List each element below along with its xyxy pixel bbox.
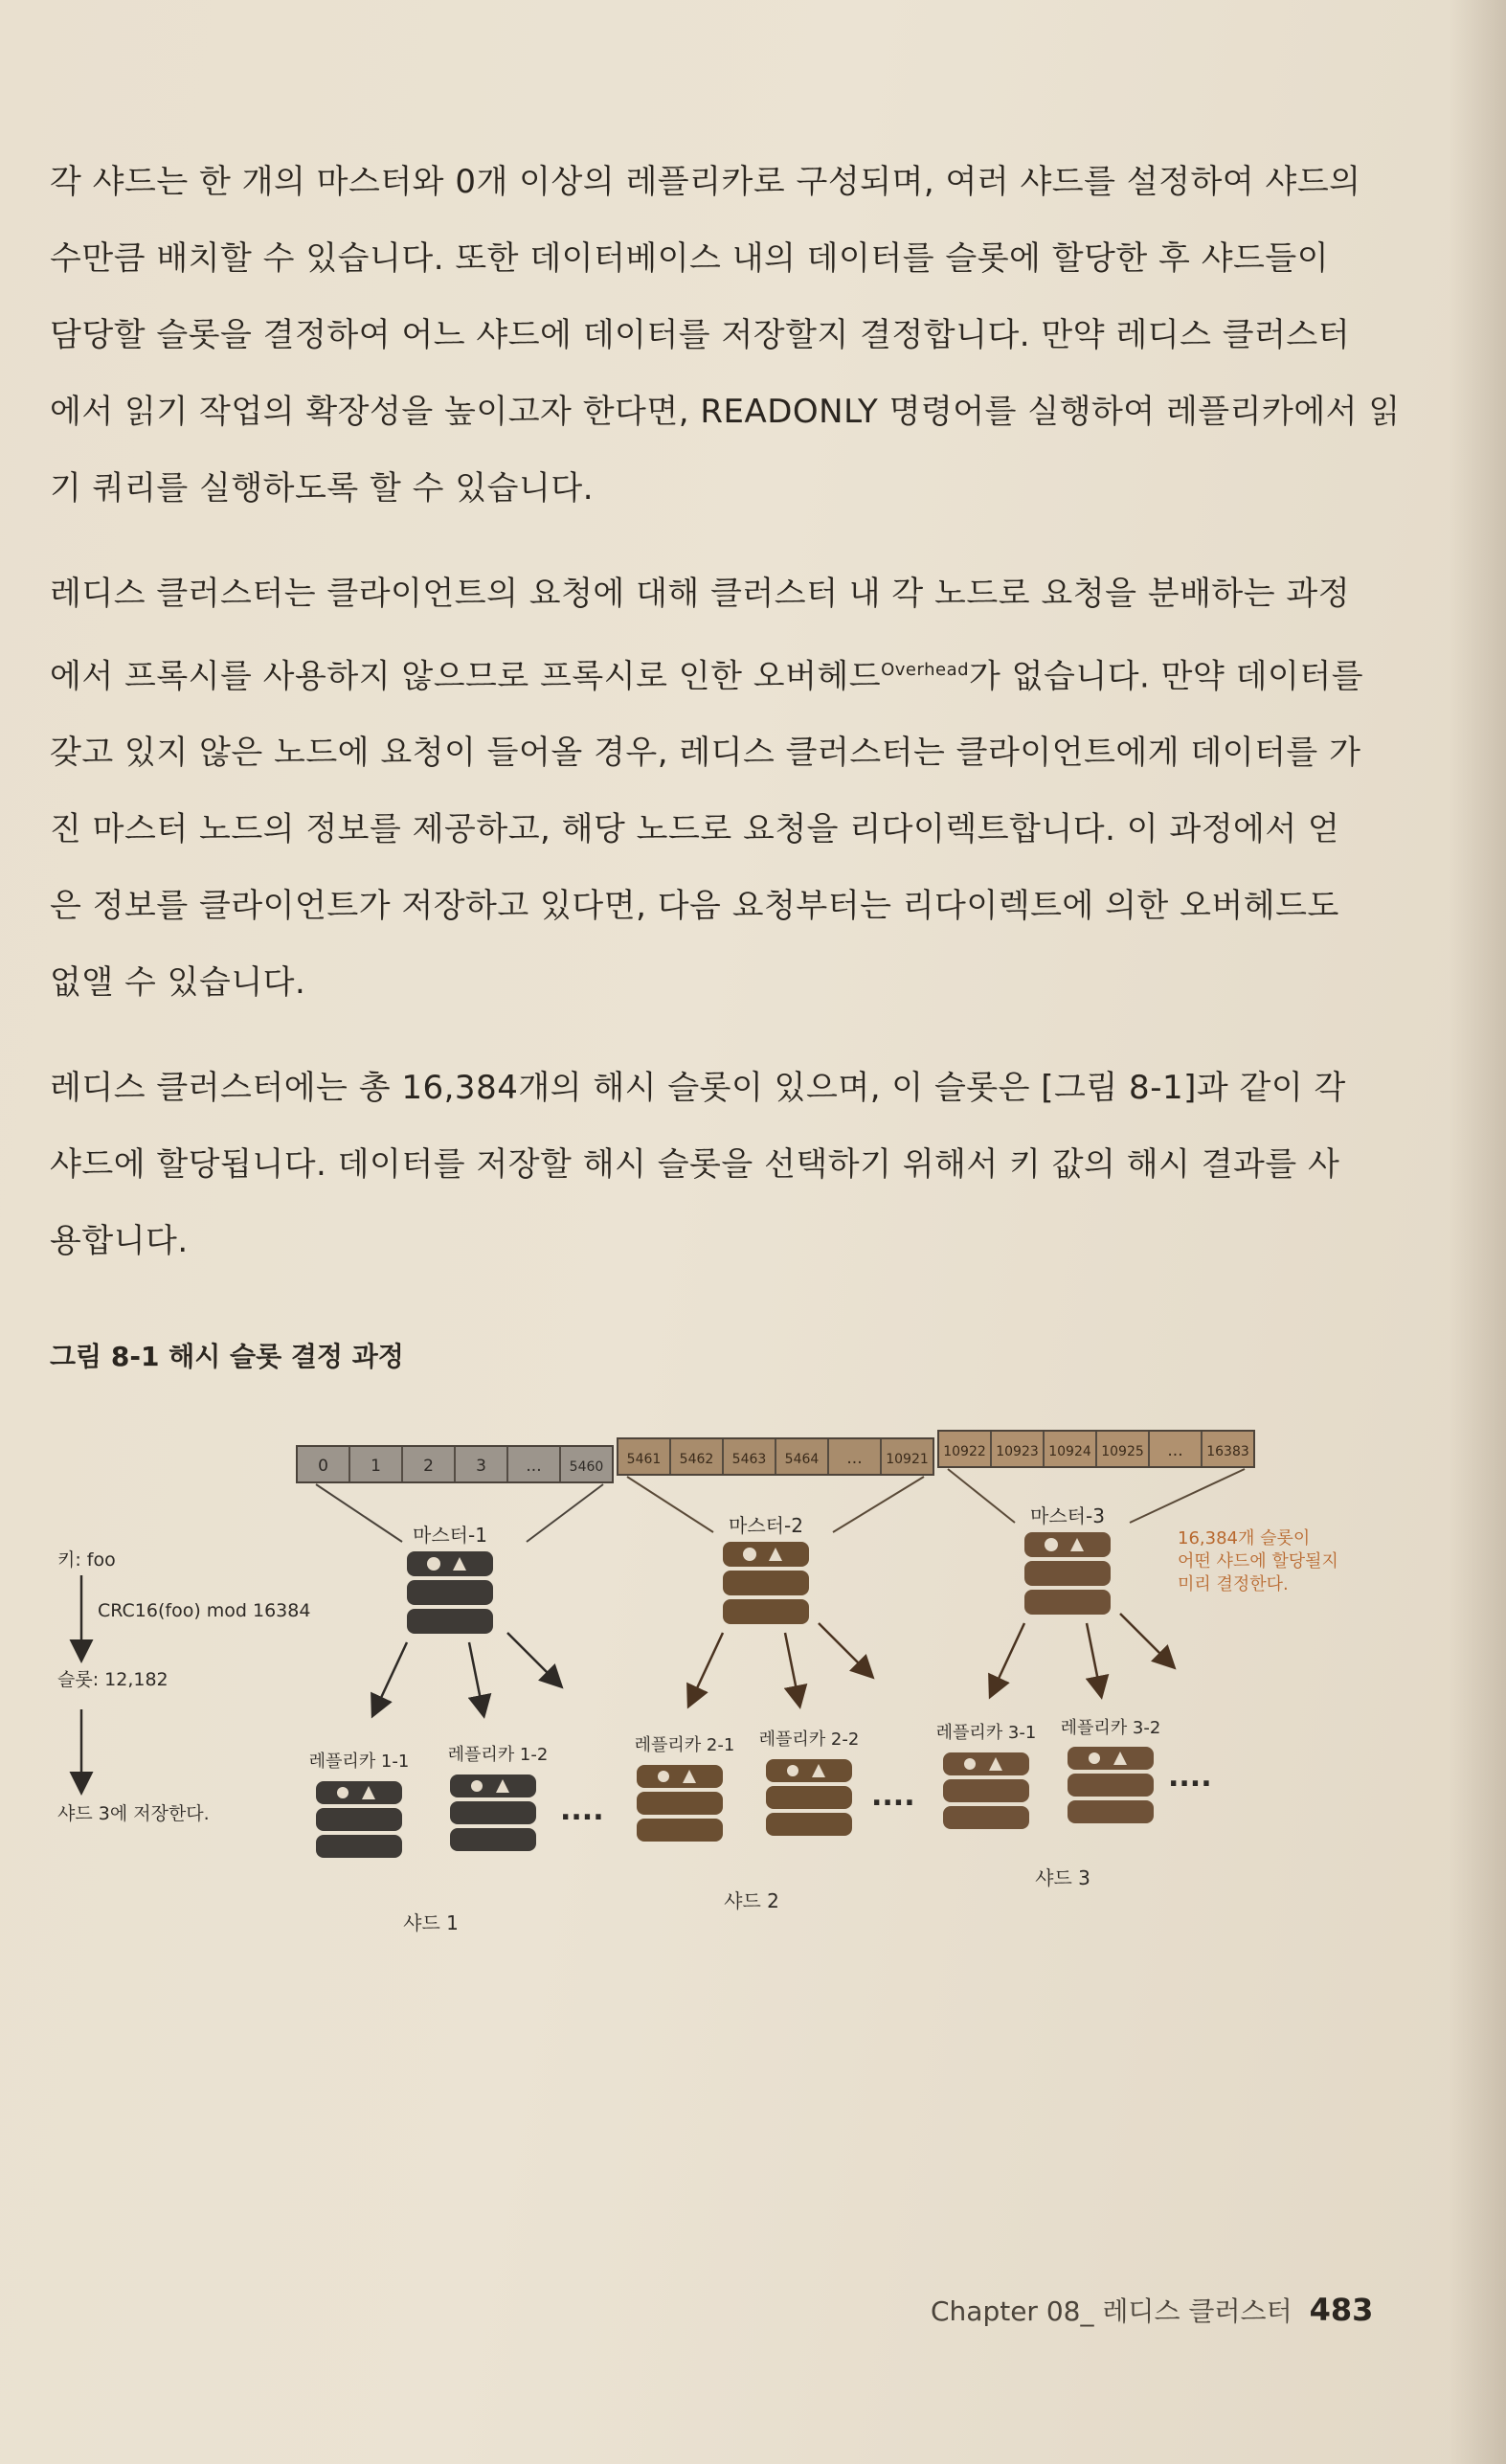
body-text — [50, 144, 1401, 1308]
replica-node-3-1 — [943, 1752, 1029, 1829]
slot-cell-label: 10924 — [1048, 1444, 1091, 1459]
slot-cell-label: ... — [526, 1457, 542, 1476]
slot-bar-shard3 — [938, 1431, 1254, 1467]
text-line-overhead — [50, 632, 1364, 714]
page-number: 483 — [1309, 2292, 1374, 2328]
page-spine-shadow — [1449, 0, 1506, 2464]
hash-slot-diagram — [38, 1398, 1360, 1973]
slot-cell-label: 5460 — [569, 1459, 604, 1475]
text-line: 진 마스터 노드의 정보를 제공하고, 해당 노드로 요청을 리다이렉트합니다. 이 과정에서 얻 — [50, 810, 1340, 849]
slot-cell-label: 16383 — [1206, 1444, 1249, 1459]
replica-label-2-1: 레플리카 2-1 — [634, 1735, 735, 1755]
text-line: 담당할 슬롯을 결정하여 어느 샤드에 데이터를 저장할지 결정합니다. 만약 레디스 클러스터 — [50, 316, 1351, 354]
text-line: 샤드에 할당됩니다. 데이터를 저장할 해시 슬롯을 선택하기 위해서 키 값의 해시 결과를 사 — [50, 1145, 1340, 1185]
slot-cell-label: ... — [846, 1449, 863, 1468]
chapter-title: Chapter 08_ 레디스 클러스터 — [931, 2295, 1292, 2327]
page-footer — [931, 2291, 1373, 2329]
replica-label-1-2: 레플리카 1-2 — [447, 1745, 549, 1765]
overhead-superscript: Overhead — [881, 660, 970, 680]
paragraph-1 — [50, 144, 1401, 527]
store-label: 샤드 3에 저장한다. — [57, 1803, 210, 1824]
slot-cell-label: 3 — [476, 1457, 486, 1476]
text-segment: 에서 프록시를 사용하지 않으므로 프록시로 인한 오버헤드 — [50, 657, 882, 696]
slot-cell-label: 1 — [371, 1457, 381, 1476]
replica-label-1-1: 레플리카 1-1 — [308, 1752, 410, 1772]
slot-label: 슬롯: 12,182 — [57, 1669, 169, 1690]
slot-cell-label: 10922 — [943, 1444, 986, 1459]
text-line: 갖고 있지 않은 노드에 요청이 들어올 경우, 레디스 클러스터는 클라이언트에게 데이터를 가 — [50, 734, 1361, 773]
text-line: 수만큼 배치할 수 있습니다. 또한 데이터베이스 내의 데이터를 슬롯에 할당한 후 샤드들이 — [50, 239, 1330, 278]
slot-cell-label: 5463 — [731, 1452, 767, 1467]
replica-node-1-1 — [316, 1781, 402, 1858]
text-line: 용합니다. — [50, 1222, 189, 1261]
slot-cell-label: 5461 — [626, 1452, 662, 1467]
slot-bar-shard1 — [297, 1446, 613, 1482]
slot-cell-label: 10925 — [1101, 1444, 1144, 1459]
slot-bar-shard2 — [618, 1438, 933, 1475]
text-line: 레디스 클러스터는 클라이언트의 요청에 대해 클러스터 내 각 노드로 요청을 분배하는 과정 — [50, 575, 1351, 613]
shard-label-2: 샤드 2 — [724, 1889, 779, 1912]
slot-cell-label: 10923 — [996, 1444, 1039, 1459]
text-line: 은 정보를 클라이언트가 저장하고 있다면, 다음 요청부터는 리다이렉트에 의한 오버헤드도 — [50, 887, 1339, 926]
slot-cell-label: 5464 — [784, 1452, 820, 1467]
slot-cell-label: 2 — [423, 1457, 434, 1476]
replica-label-2-2: 레플리카 2-2 — [758, 1729, 860, 1750]
replica-node-2-1 — [637, 1765, 723, 1842]
master-label-2: 마스터-2 — [729, 1514, 803, 1537]
text-segment: 가 없습니다. 만약 데이터를 — [969, 657, 1364, 696]
master-label-1: 마스터-1 — [413, 1524, 487, 1547]
master-node-2 — [723, 1542, 809, 1624]
master-node-1 — [407, 1551, 493, 1634]
paragraph-2 — [50, 555, 1364, 1021]
key-label: 키: foo — [57, 1549, 116, 1571]
note-line-2: 어떤 샤드에 할당될지 — [1178, 1551, 1338, 1571]
master-label-3: 마스터-3 — [1030, 1504, 1105, 1527]
slot-cell-label: ... — [1167, 1441, 1183, 1460]
ellipsis-3: .... — [1168, 1760, 1212, 1794]
replica-label-3-1: 레플리카 3-1 — [935, 1723, 1037, 1743]
text-line: 기 쿼리를 실행하도록 할 수 있습니다. — [50, 469, 595, 508]
paragraph-3 — [50, 1050, 1346, 1279]
replica-node-2-2 — [766, 1759, 852, 1836]
slot-cell-label: 10921 — [886, 1452, 929, 1467]
text-line: 에서 읽기 작업의 확장성을 높이고자 한다면, READONLY 명령어를 실행하여 레플리카에서 읽 — [50, 393, 1401, 431]
replica-label-3-2: 레플리카 3-2 — [1060, 1718, 1161, 1738]
ellipsis-1: .... — [560, 1794, 604, 1827]
figure-caption: 그림 8-1 해시 슬롯 결정 과정 — [50, 1341, 404, 1372]
shard-label-1: 샤드 1 — [403, 1911, 459, 1934]
note-line-1: 16,384개 슬롯이 — [1178, 1528, 1311, 1548]
text-line: 레디스 클러스터에는 총 16,384개의 해시 슬롯이 있으며, 이 슬롯은 [그림 8-1]과 같이 각 — [50, 1069, 1346, 1108]
text-line: 각 샤드는 한 개의 마스터와 0개 이상의 레플리카로 구성되며, 여러 샤드를 설정하여 샤드의 — [50, 163, 1361, 201]
replica-node-1-2 — [450, 1775, 536, 1851]
master-node-3 — [1024, 1532, 1111, 1615]
slot-cell-label: 5462 — [679, 1452, 714, 1467]
text-line: 없앨 수 있습니다. — [50, 963, 306, 1003]
ellipsis-2: .... — [871, 1779, 915, 1813]
note-line-3: 미리 결정한다. — [1178, 1574, 1289, 1594]
replica-node-3-2 — [1068, 1747, 1154, 1823]
slot-cell-label: 0 — [318, 1457, 328, 1476]
shard-label-3: 샤드 3 — [1035, 1866, 1090, 1889]
hash-label: CRC16(foo) mod 16384 — [98, 1600, 311, 1621]
